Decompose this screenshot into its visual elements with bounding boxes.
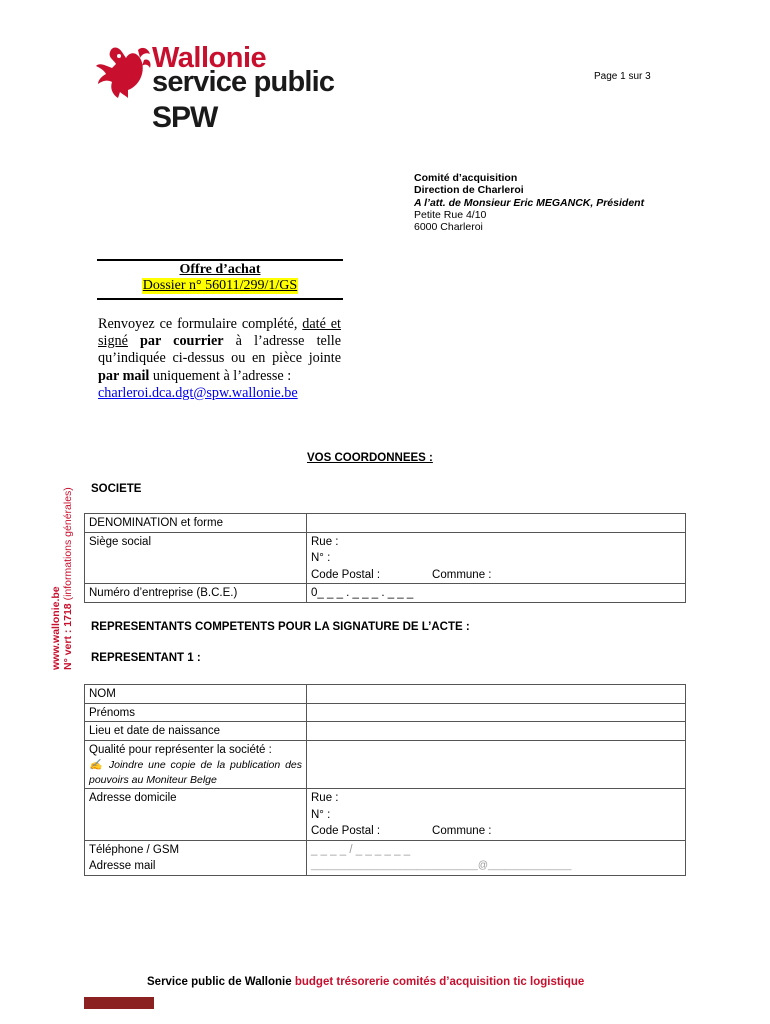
field-numero: N° : xyxy=(311,552,331,564)
table-row xyxy=(85,789,686,841)
input-nom[interactable] xyxy=(307,685,686,704)
field-rue: Rue : xyxy=(311,792,339,804)
input-contact[interactable] xyxy=(307,840,686,875)
writing-hand-icon: ✍ xyxy=(89,759,105,771)
input-siege-social[interactable] xyxy=(307,532,686,584)
recipient-line: Direction de Charleroi xyxy=(414,184,524,197)
table-row xyxy=(85,703,686,722)
input-lieu-date-naissance[interactable] xyxy=(307,722,686,741)
dossier-number: Dossier n° 56011/299/1/GS xyxy=(142,278,298,293)
footer-bold: Service public de Wallonie xyxy=(147,976,292,988)
offer-title: Offre d’achat xyxy=(179,262,261,277)
label-nom: NOM xyxy=(85,685,307,704)
table-row xyxy=(85,532,686,584)
side-phone: N° vert : 1718 xyxy=(62,603,74,670)
offer-title-box xyxy=(97,259,343,300)
instructions-bold: par courrier xyxy=(140,333,224,350)
mail-placeholder[interactable]: ______________________________@_______________ xyxy=(311,860,572,871)
instructions-text: uniquement à l’adresse : xyxy=(149,367,292,384)
footer-text xyxy=(147,976,584,988)
footer-departments: budget trésorerie comités d’acquisition tic logistique xyxy=(291,976,585,988)
input-prenoms[interactable] xyxy=(307,703,686,722)
table-row xyxy=(85,685,686,704)
table-row xyxy=(85,722,686,741)
table-row xyxy=(85,584,686,603)
wallonie-rooster-logo xyxy=(92,44,152,100)
table-row xyxy=(85,514,686,533)
instructions-underlined: daté et signé xyxy=(98,316,341,350)
label-mail: Adresse mail xyxy=(89,860,156,872)
input-numero-entreprise[interactable]: 0_ _ _ . _ _ _ . _ _ _ xyxy=(307,584,686,603)
label-adresse-domicile: Adresse domicile xyxy=(85,789,307,841)
section-heading-representants: REPRESENTANTS COMPETENTS POUR LA SIGNATURE DE L’ACTE : xyxy=(91,621,470,633)
qualite-text: Qualité pour représenter la société : xyxy=(89,743,272,756)
label-telephone: Téléphone / GSM xyxy=(89,843,180,856)
input-adresse-domicile[interactable] xyxy=(307,789,686,841)
instructions-bold: par mail xyxy=(98,367,150,384)
field-code-postal: Code Postal : xyxy=(311,568,381,581)
label-lieu-date-naissance: Lieu et date de naissance xyxy=(85,722,307,741)
section-heading-societe: SOCIETE xyxy=(91,483,142,495)
field-rue: Rue : xyxy=(311,535,339,548)
section-heading-representant-1: REPRESENTANT 1 : xyxy=(91,652,201,664)
recipient-line: Comité d’acquisition xyxy=(414,172,518,184)
input-denomination[interactable] xyxy=(307,514,686,533)
page-indicator: Page 1 sur 3 xyxy=(594,71,651,82)
label-contact xyxy=(85,840,307,875)
recipient-line: Petite Rue 4/10 xyxy=(414,208,487,221)
field-code-postal: Code Postal : xyxy=(311,825,381,837)
field-numero: N° : xyxy=(311,808,331,821)
table-row xyxy=(85,840,686,875)
input-qualite[interactable] xyxy=(307,740,686,789)
qualite-note xyxy=(89,758,302,788)
field-commune: Commune : xyxy=(432,825,492,837)
side-website: www.wallonie.be xyxy=(50,586,62,670)
instructions-text xyxy=(128,333,140,349)
logo-service-public-text: service public xyxy=(152,66,335,98)
representant-table xyxy=(84,684,686,876)
recipient-line: A l’att. de Monsieur Eric MEGANCK, Président xyxy=(414,196,645,209)
recipient-address xyxy=(414,172,644,233)
label-qualite xyxy=(85,740,307,789)
instructions-text: à l’adresse telle qu’indiquée ci-dessus ou en pièce jointe xyxy=(98,333,341,367)
telephone-placeholder[interactable]: _ _ _ _ / _ _ _ _ _ _ xyxy=(311,843,411,856)
footer-color-bar xyxy=(84,997,154,1009)
instructions-text: Renvoyez ce formulaire complété, xyxy=(98,316,303,332)
side-phone-note: (informations générales) xyxy=(62,487,74,604)
qualite-note-text: Joindre une copie de la publication des pouvoirs au Moniteur Belge xyxy=(89,759,303,786)
recipient-line: 6000 Charleroi xyxy=(414,221,483,234)
societe-table xyxy=(84,513,686,603)
email-link[interactable]: charleroi.dca.dgt@spw.wallonie.be xyxy=(98,384,298,401)
field-commune: Commune : xyxy=(432,568,492,581)
label-denomination: DENOMINATION et forme xyxy=(85,514,307,533)
label-siege-social: Siège social xyxy=(85,532,307,584)
section-heading-coordonnees: VOS COORDONNEES : xyxy=(307,452,433,464)
table-row xyxy=(85,740,686,789)
logo-wallonie-text: Wallonie xyxy=(152,42,267,74)
side-contact-info xyxy=(50,487,74,670)
instructions-paragraph xyxy=(98,316,341,402)
logo-spw-text: SPW xyxy=(152,101,218,134)
label-numero-entreprise: Numéro d’entreprise (B.C.E.) xyxy=(85,584,307,603)
label-prenoms: Prénoms xyxy=(85,703,307,722)
